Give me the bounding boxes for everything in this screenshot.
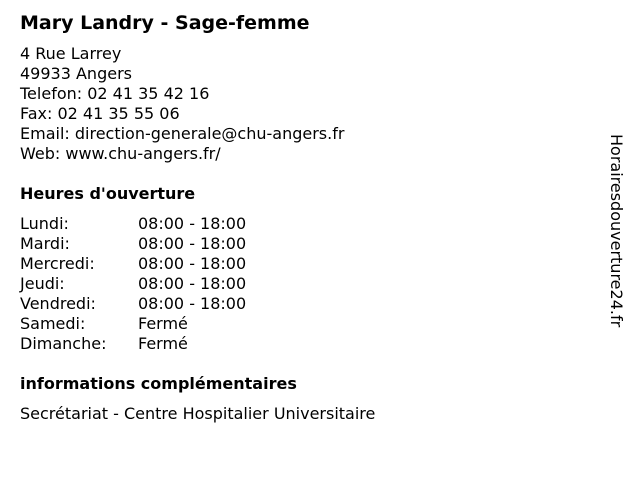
page-title: Mary Landry - Sage-femme [20,12,310,34]
day-label: Samedi: [20,314,86,333]
phone-number: Telefon: 02 41 35 42 16 [20,84,210,103]
day-label: Dimanche: [20,334,107,353]
info-heading: informations complémentaires [20,374,297,393]
opening-time: Fermé [138,334,188,353]
hours-row-dimanche [20,334,600,354]
opening-time: 08:00 - 18:00 [138,294,247,313]
email-address: Email: direction-generale@chu-angers.fr [20,124,345,143]
info-text: Secrétariat - Centre Hospitalier Universitaire [20,404,376,423]
street-address: 4 Rue Larrey [20,44,122,63]
hours-heading: Heures d'ouverture [20,184,196,203]
website-address: Web: www.chu-angers.fr/ [20,144,221,163]
opening-time: 08:00 - 18:00 [138,274,247,293]
day-label: Mardi: [20,234,70,253]
opening-time: Fermé [138,314,188,333]
hours-row-samedi [20,314,600,334]
hours-row-jeudi [20,274,600,294]
opening-time: 08:00 - 18:00 [138,214,247,233]
brand-watermark: Horairesdouverture24.fr [607,134,626,328]
city-address: 49933 Angers [20,64,132,83]
hours-row-vendredi [20,294,600,314]
day-label: Vendredi: [20,294,96,313]
hours-row-mercredi [20,254,600,274]
hours-table [20,214,600,354]
fax-number: Fax: 02 41 35 55 06 [20,104,180,123]
day-label: Lundi: [20,214,69,233]
opening-time: 08:00 - 18:00 [138,234,247,253]
hours-row-mardi [20,234,600,254]
day-label: Mercredi: [20,254,95,273]
hours-row-lundi [20,214,600,234]
opening-time: 08:00 - 18:00 [138,254,247,273]
listing-content [20,10,600,424]
address-block [20,44,600,164]
day-label: Jeudi: [20,274,65,293]
